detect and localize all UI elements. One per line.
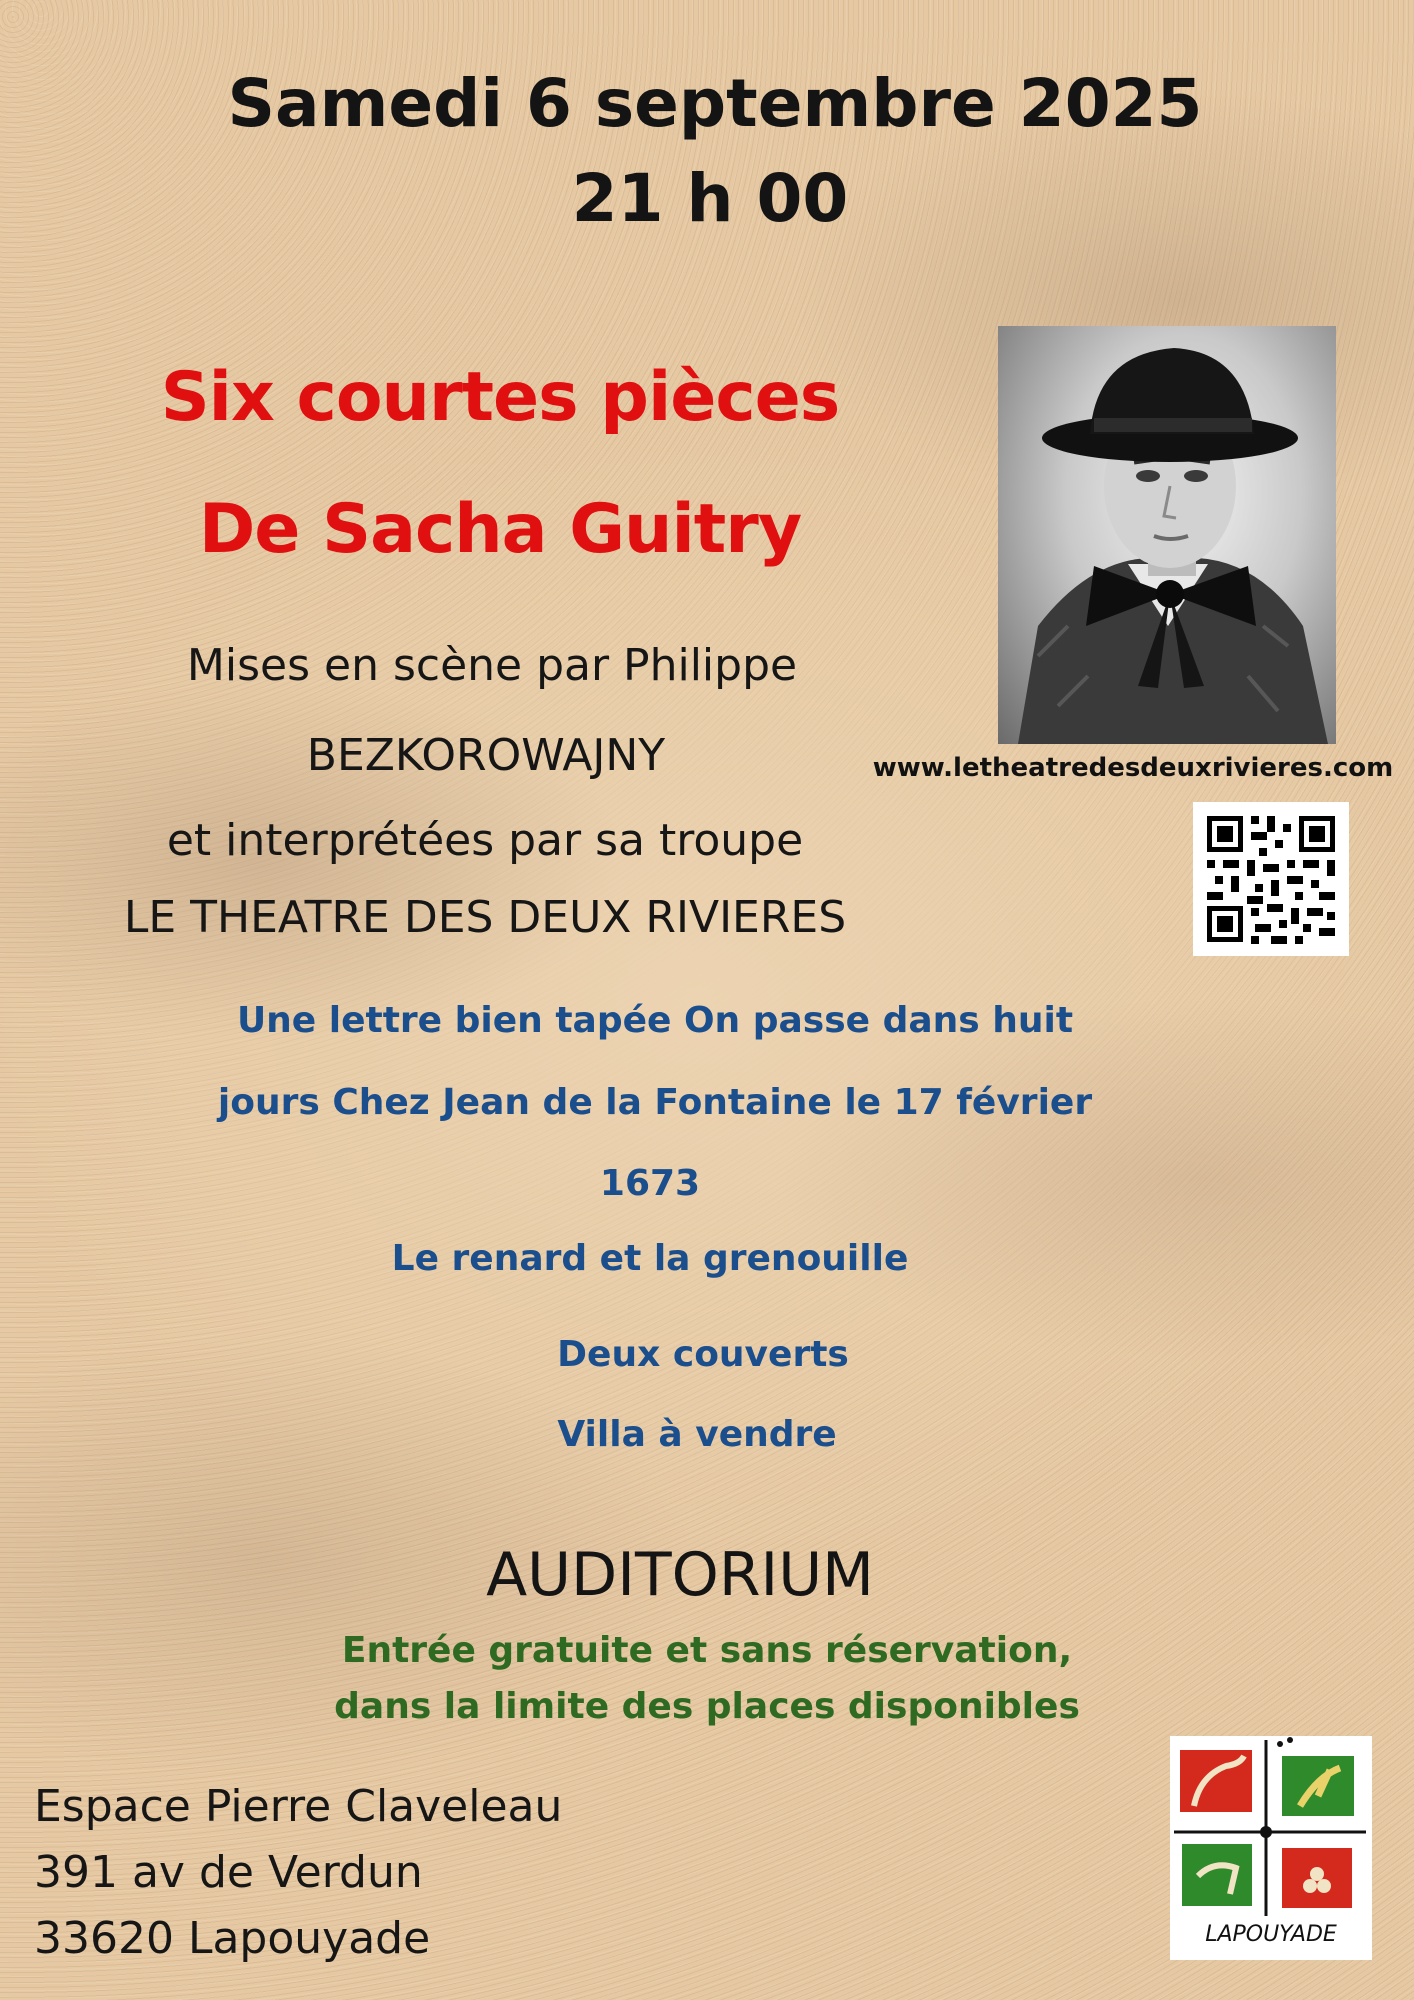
website-link[interactable]: www.letheatredesdeuxrivieres.com [872,753,1394,783]
portrait-illustration [998,326,1336,744]
entry-info-line-1: Entrée gratuite et sans réservation, [341,1630,1073,1671]
title-line-2: De Sacha Guitry [198,490,802,569]
play-line-4: Le renard et la grenouille [391,1238,909,1279]
address-line-3: 33620 Lapouyade [34,1913,431,1964]
event-date: Samedi 6 septembre 2025 [227,65,1203,142]
play-line-1: Une lettre bien tapée On passe dans huit [236,1000,1074,1041]
credit-line-4: LE THEATRE DES DEUX RIVIERES [123,892,847,943]
play-line-3: 1673 [599,1163,701,1204]
title-line-1: Six courtes pièces [160,358,840,437]
event-time: 21 h 00 [571,160,849,237]
qr-code-graphic [1193,802,1349,956]
play-line-6: Villa à vendre [557,1414,837,1455]
entry-info-line-2: dans la limite des places disponibles [334,1686,1080,1727]
address-line-1: Espace Pierre Claveleau [34,1781,563,1832]
credit-line-1: Mises en scène par Philippe [186,640,798,691]
logo-emblem [1170,1736,1372,1922]
credit-line-3: et interprétées par sa troupe [166,815,804,866]
credit-line-2: BEZKOROWAJNY [306,730,666,781]
portrait-photo [998,326,1336,744]
logo-label: LAPOUYADE [1205,1922,1337,1947]
qr-code-icon[interactable] [1193,802,1349,956]
venue-name: AUDITORIUM [486,1540,874,1610]
play-line-2: jours Chez Jean de la Fontaine le 17 février [217,1082,1093,1123]
address-line-2: 391 av de Verdun [34,1847,423,1898]
lapouyade-logo [1170,1736,1372,1960]
play-line-5: Deux couverts [557,1334,849,1375]
